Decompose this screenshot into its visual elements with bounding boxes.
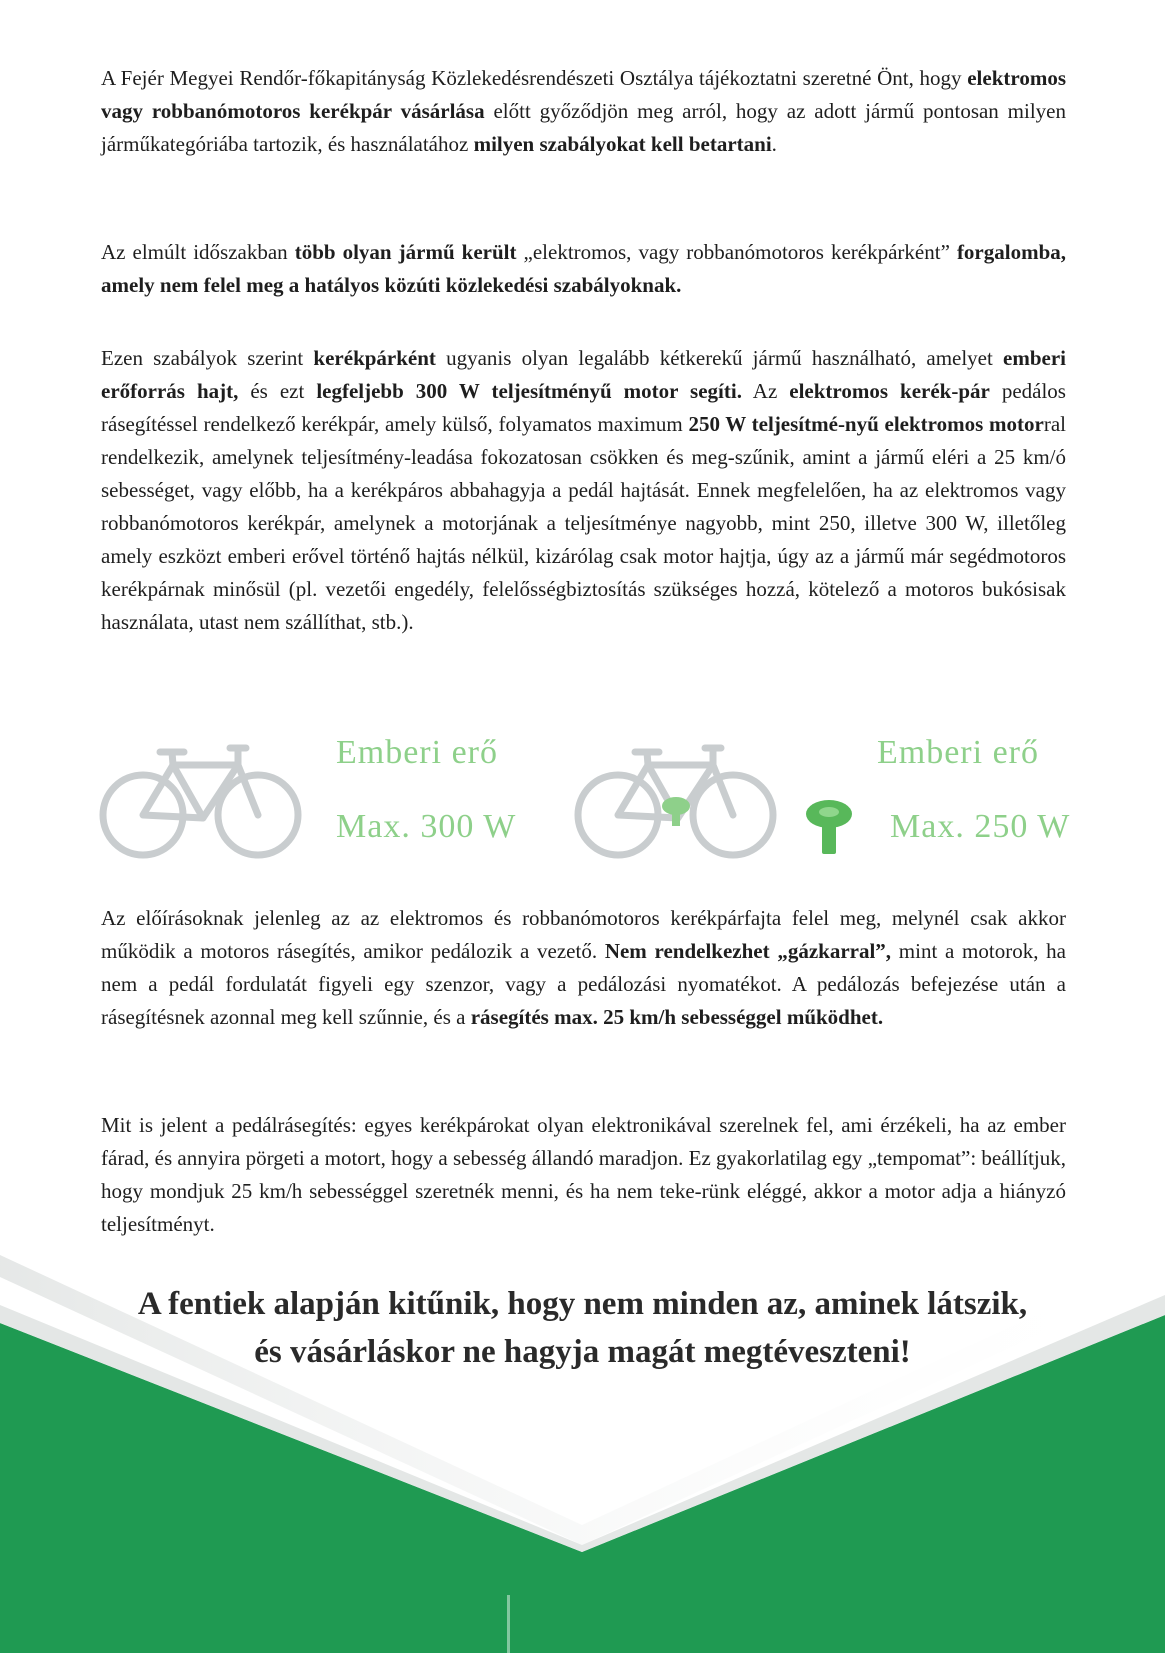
emphasized-text: milyen szabályokat kell betartani	[473, 132, 772, 156]
emphasized-text: elektromos vagy robbanómotoros kerékpár vásárlása	[101, 66, 1066, 123]
body-text: „elektromos, vagy robbanómotoros kerékpárként”	[516, 240, 957, 264]
conclusion-line-1: A fentiek alapján kitűnik, hogy nem minden az, aminek látszik,	[137, 1286, 1028, 1322]
body-text: Mit is jelent a pedálrásegítés: egyes kerékpárokat olyan elektronikával szerelnek fel, ami érzékeli, ha az ember fárad, és annyira pörgeti a motort, hogy a sebesség állandó maradjon. Ez gyakorlatilag egy „tempomat”: beállítjuk, hogy mondjuk 25 km/h sebességgel szeretnék menni, és ha nem teke-rünk eléggé, akkor a motor adja a hiányzó teljesítményt.	[101, 1113, 1066, 1236]
body-text: mint a motorok, ha nem a pedál fordulatát figyeli egy szenzor, vagy a pedálozási nyomatékot. A pedálozás befejezése után a rásegítésnek azonnal meg kell szűnnie, és a	[101, 939, 1067, 1029]
emphasized-text: Nem rendelkezhet „gázkarral”,	[604, 939, 892, 963]
bike1-power-source-label: Emberi erő	[336, 734, 498, 771]
bicycle-icon	[98, 730, 303, 865]
conclusion-line-2: és vásárláskor ne hagyja magát megtéveszteni!	[254, 1334, 911, 1370]
body-text: pedálos rásegítéssel rendelkező kerékpár, amely külső, folyamatos maximum	[101, 379, 1066, 436]
intro-paragraph	[101, 62, 1066, 161]
regulation-paragraph	[101, 902, 1066, 1034]
body-text: Ezen szabályok szerint	[101, 346, 314, 370]
body-text: és ezt	[238, 379, 317, 403]
emphasized-text: kerékpárként	[313, 346, 436, 370]
emphasized-text: elektromos kerék-pár	[789, 379, 990, 403]
bike2-max-power-label: Max. 250 W	[890, 808, 1071, 845]
pedal-assist-paragraph	[101, 1109, 1066, 1241]
emphasized-text: emberi erőforrás hajt,	[101, 346, 1066, 403]
bike2-power-source-label: Emberi erő	[877, 734, 1039, 771]
warning-paragraph	[101, 236, 1066, 302]
motor-icon	[804, 798, 854, 858]
rules-paragraph	[101, 342, 1066, 639]
body-text: ral rendelkezik, amelynek teljesítmény-leadása fokozatosan csökken és meg-szűnik, amint a jármű eléri a 25 km/ó sebességet, vagy előbb, ha a kerékpáros abbahagyja a pedál hajtását. Ennek megfelelően, ha az elektromos vagy robbanómotoros kerékpár, amelynek a motorjának a teljesítménye nagyobb, mint 250, illetve 300 W, illetőleg amely eszközt emberi erővel történő hajtás nélkül, kizárólag csak motor hajtja, úgy az a jármű már segédmotoros kerékpárnak minősül (pl. vezetői engedély, felelősségbiztosítás szükséges hozzá, kötelező a motoros bukósisak használata, utast nem szállíthat, stb.).	[101, 412, 1066, 634]
emphasized-text: több olyan jármű került	[294, 240, 517, 264]
electric-bicycle-icon	[573, 730, 778, 865]
emphasized-text: legfeljebb 300 W teljesítményű motor segíti.	[316, 379, 742, 403]
body-text: Az elmúlt időszakban	[101, 240, 295, 264]
body-text: ugyanis olyan legalább kétkerekű jármű használható, amelyet	[435, 346, 1004, 370]
body-text: A Fejér Megyei Rendőr-főkapitányság Közlekedésrendészeti Osztálya tájékoztatni szeretné Önt, hogy	[101, 66, 968, 90]
body-text: Az	[741, 379, 790, 403]
body-text: előtt győződjön meg arról, hogy az adott jármű pontosan milyen járműkategóriába tartozik, és használatához	[101, 99, 1066, 156]
body-text: Az előírásoknak jelenleg az az elektromos és robbanómotoros kerékpárfajta felel meg, melynél csak akkor működik a motoros rásegítés, amikor pedálozik a vezető.	[101, 906, 1066, 963]
bicycle-illustrations	[0, 720, 1165, 880]
emphasized-text: forgalomba, amely nem felel meg a hatályos közúti közlekedési szabályoknak.	[101, 240, 1067, 297]
emphasized-text: 250 W teljesítmé-nyű elektromos motor	[688, 412, 1044, 436]
emphasized-text: rásegítés max. 25 km/h sebességgel működhet.	[470, 1005, 884, 1029]
body-text: .	[771, 132, 777, 156]
bike1-max-power-label: Max. 300 W	[336, 808, 517, 845]
